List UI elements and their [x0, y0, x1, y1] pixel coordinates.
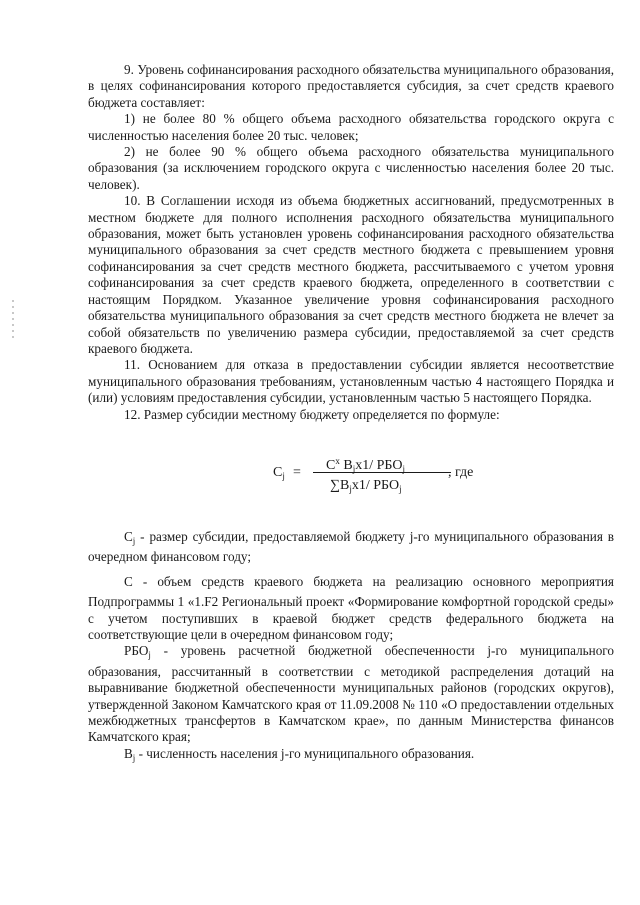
definition-rboj: $РБО_j$ - уровень расчетной бюджетной обеспеченности j-го муниципального образования, рассчитанный в соответствии с методикой распределения дотаций на выравнивание бюджетной обеспеченности муниципальных районов (городских округов), утвержденной Законом Камчатского края от 11.09.2008 № 110 «О предоставлении отдельных межбюджетных трансфертов в Камчатском крае», по данным Министерства финансов Камчатского края; [88, 643, 614, 745]
formula-equals: = [293, 464, 301, 480]
paragraph-9-item-1: 1) не более 80 % общего объема расходного обязательства городского округа с численностью населения более 20 тыс. человек; [88, 111, 614, 143]
fraction-bar [313, 472, 451, 473]
paragraph-10: 10. В Соглашении исходя из объема бюджетных ассигнований, предусмотренных в местном бюджете для полного исполнения расходного обязательства муниципального образования, может быть установлен уровень софинансирования расходного обязательства муниципального образования за счет средств местного бюджета с превышением уровня софинансирования за счет средств местного бюджета, рассчитываемого с учетом уровня софинансирования за счет средств краевого бюджета, определенного в соответствии с настоящим Порядком. Указанное увеличение уровня софинансирования расходного обязательства муниципального образования за счет средств местного бюджета не влечет за собой обязательств по увеличению размера субсидии, предоставляемой за счет средств краевого бюджета. [88, 193, 614, 356]
formula-numerator: $C^x$ $B_jx1/$ $РБО_j$ [326, 455, 405, 474]
formula-where: , где [448, 464, 474, 480]
definition-bj: $B_j$ - численность населения j-го муниципального образования. [124, 745, 475, 763]
paragraph-9: 9. Уровень софинансирования расходного обязательства муниципального образования, в целях софинансирования которого предоставляется субсидия, за счет средств краевого бюджета составляет: [88, 62, 614, 110]
formula-lhs: $C_j$ [273, 464, 285, 481]
definition-cj: $C_j$ - размер субсидии, предоставляемой бюджету j-го муниципального образования в очередном финансовом году; [88, 528, 614, 565]
document-page [88, 62, 614, 766]
scan-margin-mark [12, 300, 14, 340]
subsidy-formula [88, 445, 614, 507]
formula-denominator: $\sum B_jx1/$ $РБО_j$ [330, 477, 402, 494]
paragraph-9-item-2: 2) не более 90 % общего объема расходного обязательства муниципального образования (за исключением городского округа с численностью населения более 20 тыс. человек). [88, 144, 614, 192]
paragraph-12: 12. Размер субсидии местному бюджету определяется по формуле: [124, 406, 500, 422]
paragraph-11: 11. Основанием для отказа в предоставлении субсидии является несоответствие муниципального образования требованиям, установленным частью 4 настоящего Порядка и (или) условиям предоставления субсидии, установленным частью 5 настоящего Порядка. [88, 357, 614, 406]
definition-c: C - объем средств краевого бюджета на реализацию основного мероприятия Подпрограммы 1 «1.F2 Региональный проект «Формирование комфортной городской среды» с учетом поступивших в краевой бюджет средств федерального бюджета на соответствующие цели в очередном финансовом году; [88, 573, 614, 642]
